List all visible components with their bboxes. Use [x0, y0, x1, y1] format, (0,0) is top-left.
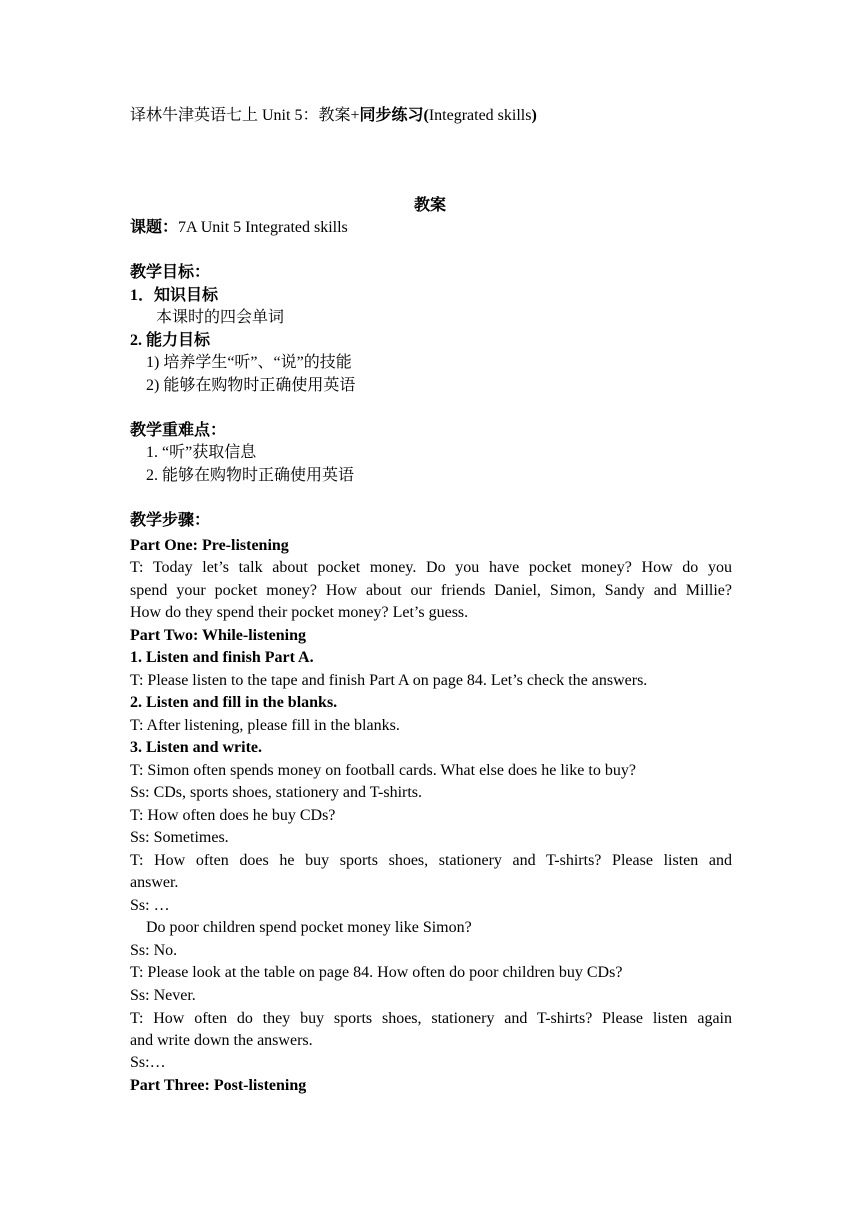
dialogue-line: T: How often does he buy CDs?: [130, 807, 336, 824]
dialogue-line: Ss: CDs, sports shoes, stationery and T-shirts.: [130, 784, 423, 801]
key-point-item: 2. 能够在购物时正确使用英语: [146, 467, 355, 484]
knowledge-heading: 1．知识目标: [130, 287, 219, 304]
document-header: [130, 105, 732, 127]
dialogue-line: T: How often do they buy sports shoes, stationery and T-shirts? Please listen again: [130, 1010, 732, 1027]
part-two-heading: Part Two: While-listening: [130, 627, 306, 644]
key-points-heading: 教学重难点：: [130, 422, 227, 439]
key-point-item: 1. “听”获取信息: [146, 444, 257, 461]
header-middle: Integrated skills: [428, 107, 532, 124]
header-bold: 同步练习(: [359, 107, 429, 124]
topic-value: 7A Unit 5 Integrated skills: [178, 219, 348, 236]
subsection-heading: 2. Listen and fill in the blanks.: [130, 694, 338, 711]
ability-heading: 2. 能力目标: [130, 332, 211, 349]
dialogue-line: T: How often does he buy sports shoes, stationery and T-shirts? Please listen and: [130, 852, 732, 869]
page-title: 教案: [413, 197, 446, 214]
ability-item: 1) 培养学生“听”、“说”的技能: [146, 354, 352, 371]
subsection-heading: 3. Listen and write.: [130, 739, 262, 756]
paragraph-line: T: Today let’s talk about pocket money. Do you have pocket money? How do you: [130, 559, 732, 576]
paragraph-line: T: Please listen to the tape and finish Part A on page 84. Let’s check the answers.: [130, 672, 648, 689]
header-suffix: ): [531, 107, 537, 124]
topic-line: [130, 217, 732, 239]
paragraph-line: How do they spend their pocket money? Let’s guess.: [130, 604, 469, 621]
objectives-heading: 教学目标：: [130, 264, 211, 281]
part-one-heading: Part One: Pre-listening: [130, 537, 289, 554]
dialogue-line: Do poor children spend pocket money like Simon?: [146, 919, 472, 936]
paragraph-line: T: After listening, please fill in the blanks.: [130, 717, 400, 734]
dialogue-line: and write down the answers.: [130, 1032, 313, 1049]
dialogue-line: T: Please look at the table on page 84. How often do poor children buy CDs?: [130, 964, 623, 981]
knowledge-item: 本课时的四会单词: [156, 309, 285, 326]
part-three-heading: Part Three: Post-listening: [130, 1077, 307, 1094]
dialogue-line: answer.: [130, 874, 179, 891]
dialogue-line: T: Simon often spends money on football cards. What else does he like to buy?: [130, 762, 636, 779]
subsection-heading: 1. Listen and finish Part A.: [130, 649, 314, 666]
dialogue-line: Ss: No.: [130, 942, 178, 959]
topic-label: 课题：: [130, 219, 179, 236]
steps-heading: 教学步骤：: [130, 512, 211, 529]
paragraph-line: spend your pocket money? How about our friends Daniel, Simon, Sandy and Millie?: [130, 582, 732, 599]
header-prefix: 译林牛津英语七上 Unit 5：教案+: [130, 107, 360, 124]
ability-item: 2) 能够在购物时正确使用英语: [146, 377, 356, 394]
dialogue-line: Ss:…: [130, 1054, 166, 1071]
dialogue-line: Ss: …: [130, 897, 170, 914]
dialogue-line: Ss: Sometimes.: [130, 829, 229, 846]
dialogue-line: Ss: Never.: [130, 987, 196, 1004]
